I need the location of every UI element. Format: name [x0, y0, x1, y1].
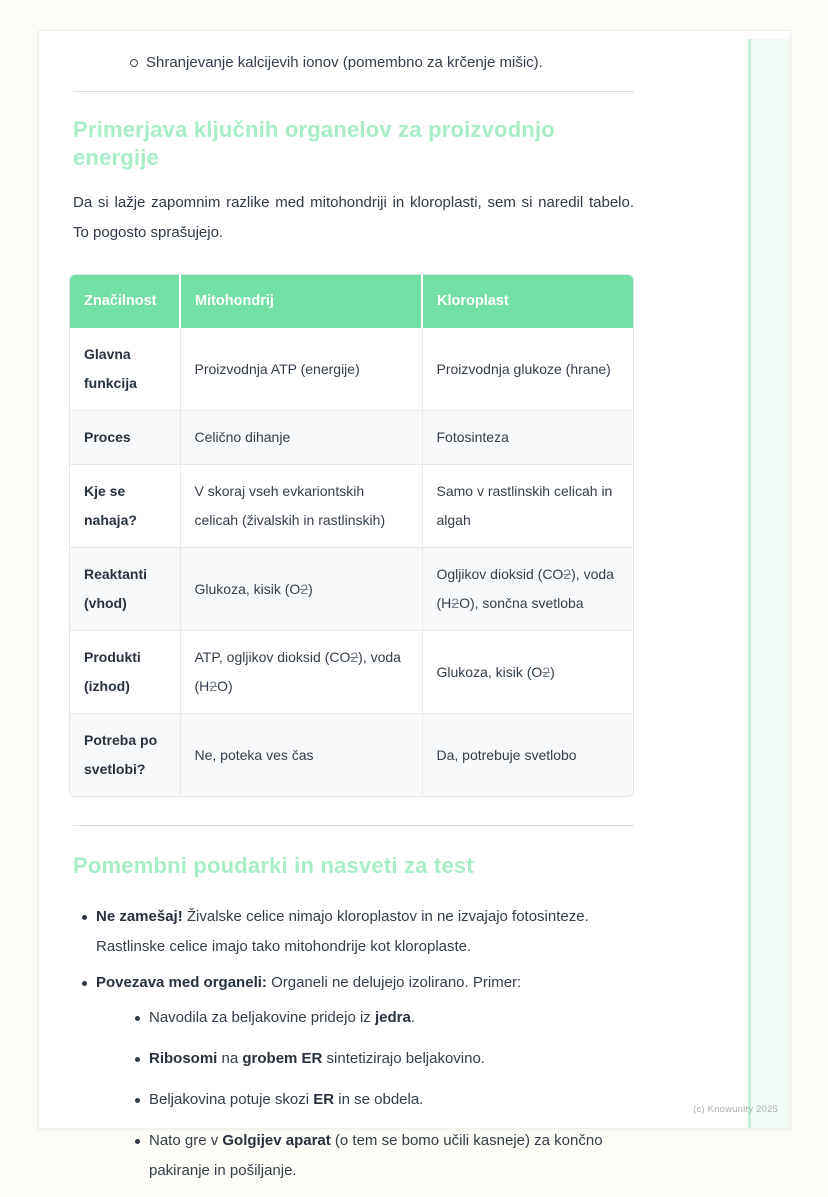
divider: [73, 91, 634, 92]
mitochondrion-cell: [180, 548, 422, 631]
text-segment: Nato gre v: [149, 1132, 223, 1149]
table-row: [70, 548, 634, 631]
mitochondrion-cell: [180, 631, 422, 714]
feature-cell: Reaktanti (vhod): [70, 548, 180, 631]
nested-list: [96, 1003, 634, 1186]
text-segment: 2: [300, 580, 309, 597]
feature-cell: Kje se nahaja?: [70, 465, 180, 548]
page-content: [73, 31, 634, 1197]
text-segment: Proizvodnja glukoze (hrane): [436, 360, 611, 377]
mitochondrion-cell: [180, 465, 422, 548]
mitochondrion-cell: [180, 328, 422, 411]
right-accent-strip: [751, 39, 790, 1128]
list-item: [73, 968, 634, 1186]
text-segment: in se obdela.: [334, 1091, 424, 1108]
comparison-table-wrap: [69, 274, 634, 797]
text-segment: Glukoza, kisik (O: [194, 580, 301, 597]
text-segment: ), voda (H: [436, 566, 614, 611]
text-segment: O): [217, 678, 233, 694]
copyright-note: (c) Knowunity 2025: [693, 1104, 778, 1115]
text-segment: 2: [209, 678, 218, 694]
text-segment: ER: [313, 1091, 335, 1108]
text-segment: ), voda (H: [194, 649, 401, 694]
text-segment: sintetizirajo beljakovino.: [322, 1050, 485, 1067]
text-segment: grobem ER: [242, 1050, 323, 1067]
text-segment: Glukoza, kisik (O: [436, 663, 543, 680]
list-item-text: Shranjevanje kalcijevih ionov (pomembno za krčenje mišic).: [146, 54, 543, 71]
chloroplast-cell: [422, 548, 634, 631]
table-row: [70, 465, 634, 548]
text-segment: ATP, ogljikov dioksid (CO: [194, 649, 351, 665]
text-segment: Navodila za beljakovine pridejo iz: [149, 1009, 375, 1026]
list-item: [126, 1085, 634, 1115]
mitochondrion-cell: [180, 714, 422, 797]
section-title-comparison: Primerjava ključnih organelov za proizvodnjo energije: [73, 117, 555, 170]
divider: [73, 825, 634, 826]
text-segment: Samo v rastlinskih celicah in algah: [436, 483, 613, 528]
feature-cell: Glavna funkcija: [84, 346, 137, 391]
text-segment: Ogljikov dioksid (CO: [436, 566, 564, 582]
right-accent-line: [748, 39, 751, 1128]
table-row: [70, 328, 634, 411]
table-row: [70, 714, 634, 797]
feature-cell: Potreba po svetlobi?: [70, 714, 180, 797]
section-title-tips: Pomembni poudarki in nasveti za test: [73, 853, 474, 878]
text-segment: 2: [563, 566, 572, 582]
list-item: [73, 902, 634, 962]
chloroplast-cell: [422, 328, 634, 411]
text-segment: Ne zamešaj!: [96, 908, 183, 925]
chloroplast-cell: [422, 714, 634, 797]
text-segment: (o tem se bomo učili kasneje) za končno pakiranje in pošiljanje.: [149, 1132, 603, 1179]
document-page: [38, 30, 791, 1179]
text-segment: .: [410, 1009, 415, 1026]
text-segment: Povezava med organeli:: [96, 974, 267, 991]
text-segment: O), sončna svetloba: [459, 595, 584, 611]
comparison-table: [70, 275, 634, 796]
text-segment: Fotosinteza: [436, 429, 509, 445]
text-segment: jedra: [374, 1009, 411, 1026]
text-segment: ): [308, 580, 313, 597]
text-segment: 2: [542, 663, 551, 680]
text-segment: na: [217, 1050, 243, 1067]
table-row: [70, 631, 634, 714]
text-segment: Ne, poteka ves čas: [194, 746, 314, 763]
header-feature: Značilnost: [70, 275, 180, 328]
text-segment: Da, potrebuje svetlobo: [436, 746, 577, 763]
list-item-calcium: [73, 49, 634, 77]
text-segment: ): [550, 663, 555, 680]
comparison-table-body: [70, 328, 634, 796]
mitochondrion-cell: [180, 411, 422, 465]
tips-list: [73, 902, 634, 1186]
header-mitochondrion: Mitohondrij: [180, 275, 422, 328]
text-segment: Ribosomi: [149, 1050, 218, 1067]
feature-cell: Produkti (izhod): [70, 631, 180, 714]
intro-paragraph: Da si lažje zapomnim razlike med mitohondriji in kloroplasti, sem si naredil tabelo. To pogosto sprašujejo.: [73, 194, 634, 241]
text-segment: 2: [350, 649, 359, 665]
table-header-row: [70, 275, 634, 328]
text-segment: V skoraj vseh evkariontskih celicah (živalskih in rastlinskih): [194, 483, 386, 528]
text-segment: Živalske celice nimajo kloroplastov in ne izvajajo fotosinteze. Rastlinske celice imajo tako mitohondrije kot kloroplaste.: [96, 908, 589, 955]
text-segment: 2: [451, 595, 460, 611]
text-segment: Golgijev aparat: [222, 1132, 331, 1149]
text-segment: Proizvodnja ATP (energije): [194, 360, 360, 377]
chloroplast-cell: [422, 465, 634, 548]
chloroplast-cell: [422, 631, 634, 714]
text-segment: Beljakovina potuje skozi: [149, 1091, 314, 1108]
chloroplast-cell: [422, 411, 634, 465]
feature-cell: Proces: [70, 411, 180, 465]
table-row: [70, 411, 634, 465]
header-chloroplast: Kloroplast: [422, 275, 634, 328]
list-item: [126, 1126, 634, 1186]
text-segment: Celično dihanje: [194, 429, 291, 445]
list-item: [126, 1003, 634, 1033]
list-item: [126, 1044, 634, 1074]
text-segment: Organeli ne delujejo izolirano. Primer:: [266, 974, 522, 991]
hollow-bullet-icon: [130, 59, 138, 67]
